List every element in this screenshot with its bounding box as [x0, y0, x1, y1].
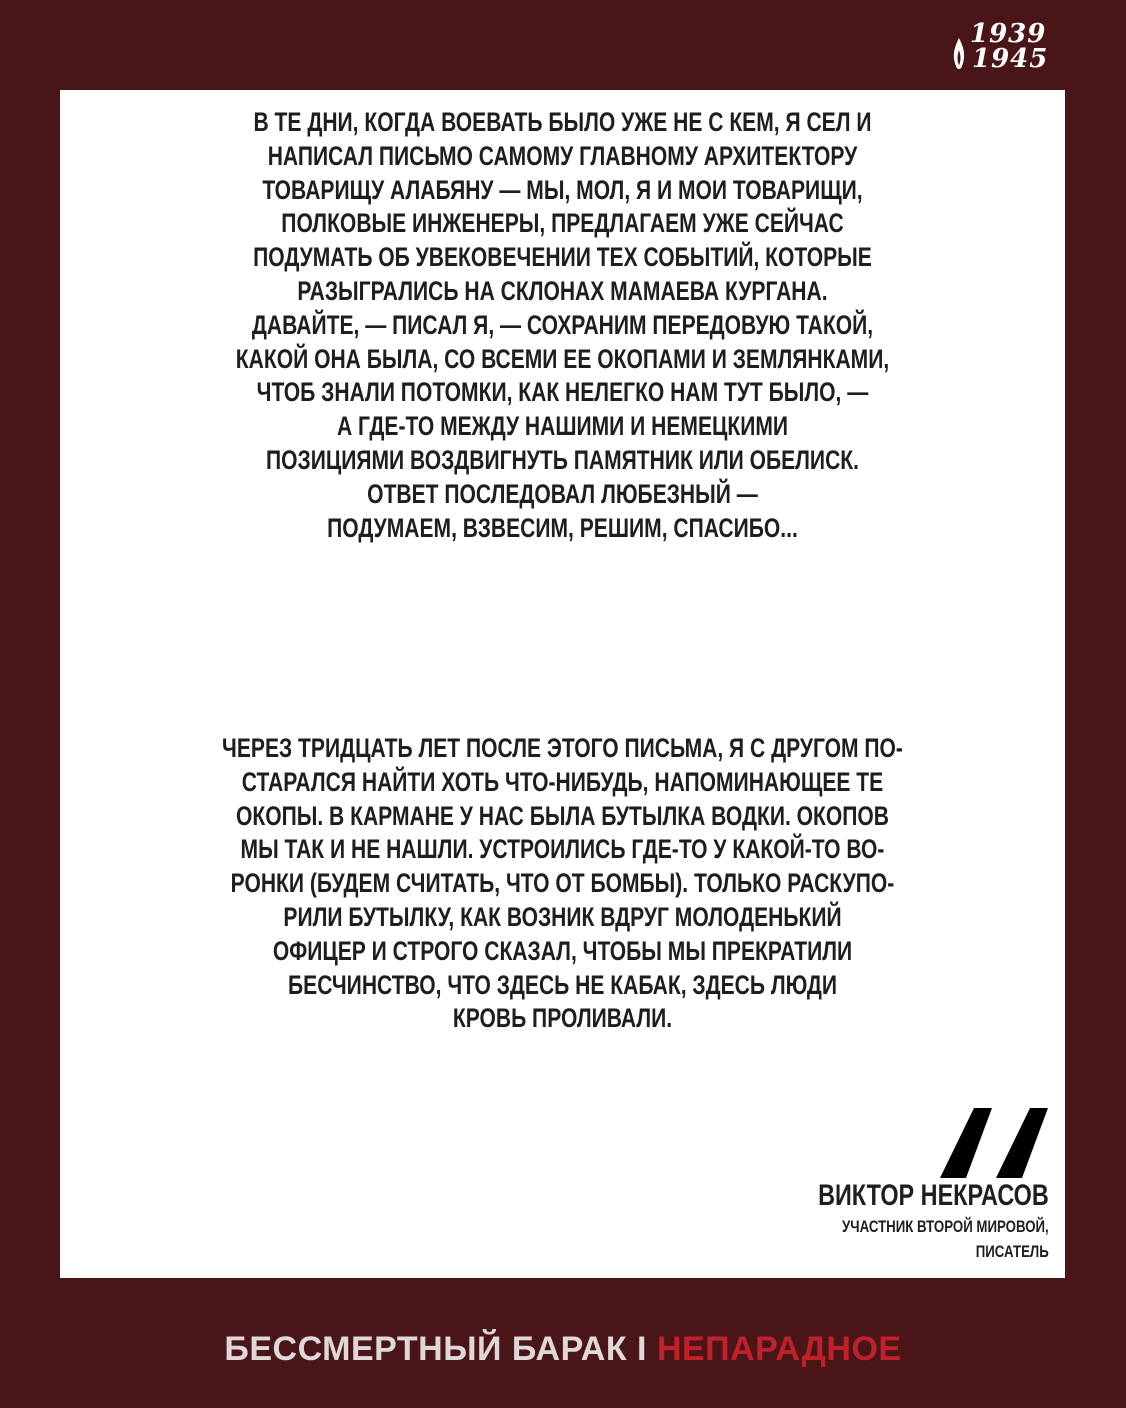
quote-line: В ТЕ ДНИ, КОГДА ВОЕВАТЬ БЫЛО УЖЕ НЕ С КЕМ, Я СЕЛ И: [253, 107, 872, 137]
quote-line: ОТВЕТ ПОСЛЕДОВАЛ ЛЮБЕЗНЫЙ —: [367, 478, 758, 509]
author-role-line-1: УЧАСТНИК ВТОРОЙ МИРОВОЙ,: [842, 1217, 1049, 1236]
author-signature: [818, 1178, 1049, 1264]
quote-line: ЧТОБ ЗНАЛИ ПОТОМКИ, КАК НЕЛЕГКО НАМ ТУТ БЫЛО, —: [256, 377, 869, 408]
quote-line: ТОВАРИЩУ АЛАБЯНУ — МЫ, МОЛ, Я И МОИ ТОВАРИЩИ,: [262, 174, 863, 205]
footer-brand: [0, 1330, 1126, 1369]
quote-line: КАКОЙ ОНА БЫЛА, СО ВСЕМИ ЕЕ ОКОПАМИ И ЗЕМЛЯНКАМИ,: [235, 343, 890, 374]
quote-line: СТАРАЛСЯ НАЙТИ ХОТЬ ЧТО-НИБУДЬ, НАПОМИНАЮЩЕЕ ТЕ: [241, 766, 884, 797]
footer-brand-left: БЕССМЕРТНЫЙ БАРАК: [224, 1330, 628, 1368]
quote-line: ПОЗИЦИЯМИ ВОЗДВИГНУТЬ ПАМЯТНИК ИЛИ ОБЕЛИСК.: [266, 444, 859, 475]
logo-year-start: 1939: [970, 19, 1047, 49]
closing-quote-icon: [940, 1108, 1052, 1178]
quote-paragraph-2: [171, 732, 955, 1036]
footer-separator: I: [637, 1330, 647, 1368]
quote-line: РАЗЫГРАЛИСЬ НА СКЛОНАХ МАМАЕВА КУРГАНА.: [297, 275, 828, 306]
logo-year-end: 1945: [972, 44, 1049, 74]
quote-line: ЧЕРЕЗ ТРИДЦАТЬ ЛЕТ ПОСЛЕ ЭТОГО ПИСЬМА, Я С ДРУГОМ ПО-: [222, 733, 903, 763]
quote-line: ПОДУМАЕМ, ВЗВЕСИМ, РЕШИМ, СПАСИБО...: [327, 512, 798, 543]
flame-icon: [950, 36, 968, 74]
quote-line: ОКОПЫ. В КАРМАНЕ У НАС БЫЛА БУТЫЛКА ВОДКИ. ОКОПОВ: [235, 800, 890, 831]
quote-paragraph-1: [171, 106, 955, 545]
quote-line: ПОЛКОВЫЕ ИНЖЕНЕРЫ, ПРЕДЛАГАЕМ УЖЕ СЕЙЧАС: [281, 208, 844, 239]
quote-line: КРОВЬ ПРОЛИВАЛИ.: [452, 1003, 673, 1034]
logo-years: [970, 19, 1049, 74]
quote-line: РИЛИ БУТЫЛКУ, КАК ВОЗНИК ВДРУГ МОЛОДЕНЬКИЙ: [283, 901, 842, 932]
quote-line: А ГДЕ-ТО МЕЖДУ НАШИМИ И НЕМЕЦКИМИ: [336, 411, 789, 442]
quote-line: ОФИЦЕР И СТРОГО СКАЗАЛ, ЧТОБЫ МЫ ПРЕКРАТИЛИ: [272, 935, 853, 966]
quote-line: ПОДУМАТЬ ОБ УВЕКОВЕЧЕНИИ ТЕХ СОБЫТИЙ, КОТОРЫЕ: [253, 242, 872, 273]
author-role-line-2: ПИСАТЕЛЬ: [975, 1242, 1049, 1261]
footer-brand-right: НЕПАРАДНОЕ: [656, 1330, 902, 1368]
logo-1939-1945: [950, 18, 1050, 88]
quote-line: ДАВАЙТЕ, — ПИСАЛ Я, — СОХРАНИМ ПЕРЕДОВУЮ ТАКОЙ,: [251, 309, 874, 340]
quote-line: РОНКИ (БУДЕМ СЧИТАТЬ, ЧТО ОТ БОМБЫ). ТОЛЬКО РАСКУПО-: [230, 868, 895, 899]
quote-line: БЕСЧИНСТВО, ЧТО ЗДЕСЬ НЕ КАБАК, ЗДЕСЬ ЛЮДИ: [288, 969, 837, 1000]
quote-line: НАПИСАЛ ПИСЬМО САМОМУ ГЛАВНОМУ АРХИТЕКТОРУ: [267, 140, 858, 171]
quote-line: МЫ ТАК И НЕ НАШЛИ. УСТРОИЛИСЬ ГДЕ-ТО У КАКОЙ-ТО ВО-: [240, 834, 885, 865]
author-name: ВИКТОР НЕКРАСОВ: [818, 1179, 1049, 1212]
